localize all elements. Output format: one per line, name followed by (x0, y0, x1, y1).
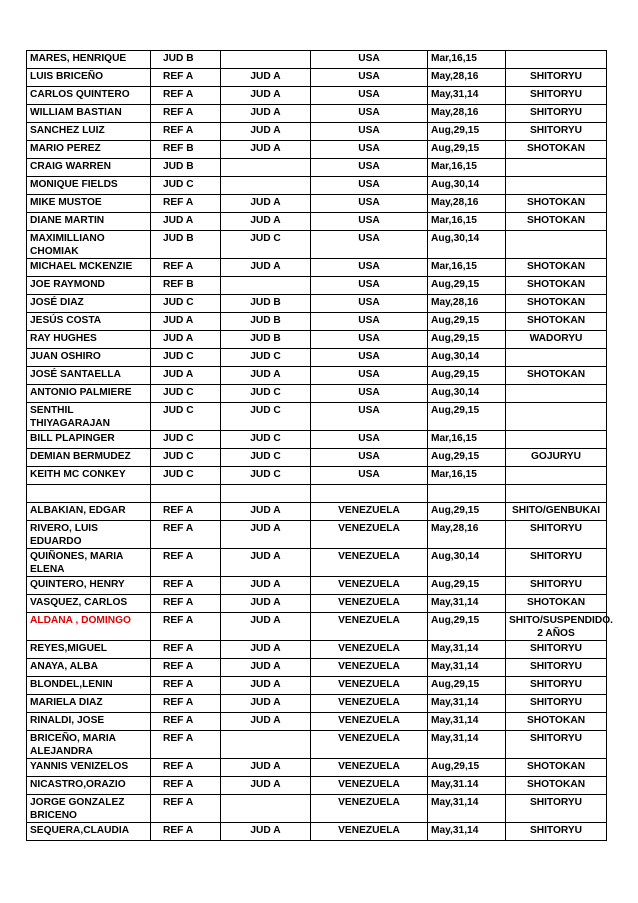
referee-rank-cell: REF B (151, 141, 221, 159)
date-cell: May,31,14 (428, 641, 506, 659)
style-cell: SHITORYU (506, 641, 607, 659)
date-cell: Aug,30,14 (428, 231, 506, 259)
style-cell (506, 467, 607, 485)
table-row (27, 123, 607, 141)
referee-rank-cell: JUD A (151, 213, 221, 231)
referee-rank-cell: JUD C (151, 349, 221, 367)
name-cell: SANCHEZ LUIZ (27, 123, 151, 141)
country-cell: USA (311, 177, 428, 195)
country-cell: VENEZUELA (311, 613, 428, 641)
name-cell: JORGE GONZALEZ BRICENO (27, 795, 151, 823)
referee-rank-cell: JUD C (151, 385, 221, 403)
country-cell: VENEZUELA (311, 795, 428, 823)
country-cell: USA (311, 259, 428, 277)
style-cell (506, 385, 607, 403)
judge-rank-cell: JUD A (221, 123, 311, 141)
judge-rank-cell: JUD A (221, 659, 311, 677)
date-cell: Mar,16,15 (428, 213, 506, 231)
judge-rank-cell (221, 51, 311, 69)
style-cell: SHITORYU (506, 659, 607, 677)
name-cell: LUIS BRICEÑO (27, 69, 151, 87)
name-cell: MONIQUE FIELDS (27, 177, 151, 195)
table-row (27, 713, 607, 731)
table-row (27, 51, 607, 69)
referee-rank-cell: JUD A (151, 367, 221, 385)
table-row (27, 385, 607, 403)
country-cell: VENEZUELA (311, 823, 428, 841)
name-cell: RAY HUGHES (27, 331, 151, 349)
name-cell: BILL PLAPINGER (27, 431, 151, 449)
judge-rank-cell (221, 177, 311, 195)
judge-rank-cell: JUD A (221, 549, 311, 577)
referee-rank-cell: JUD C (151, 467, 221, 485)
referee-rank-cell: REF A (151, 641, 221, 659)
country-cell: USA (311, 313, 428, 331)
style-cell: SHITORYU (506, 731, 607, 759)
spacer-row (27, 485, 607, 503)
country-cell: USA (311, 195, 428, 213)
name-cell: JOSÉ SANTAELLA (27, 367, 151, 385)
date-cell (428, 485, 506, 503)
style-cell (506, 51, 607, 69)
judge-rank-cell (221, 159, 311, 177)
country-cell: VENEZUELA (311, 731, 428, 759)
style-cell: SHITO/GENBUKAI (506, 503, 607, 521)
judge-rank-cell: JUD A (221, 213, 311, 231)
name-cell: MARIO PEREZ (27, 141, 151, 159)
table-row (27, 331, 607, 349)
style-cell (506, 485, 607, 503)
name-cell: REYES,MIGUEL (27, 641, 151, 659)
date-cell: Aug,30,14 (428, 177, 506, 195)
country-cell: USA (311, 69, 428, 87)
name-cell: VASQUEZ, CARLOS (27, 595, 151, 613)
style-cell: SHITORYU (506, 69, 607, 87)
officials-table-body (27, 51, 613, 841)
referee-rank-cell (151, 485, 221, 503)
name-cell: CRAIG WARREN (27, 159, 151, 177)
date-cell: May,31,14 (428, 823, 506, 841)
date-cell: Aug,29,15 (428, 277, 506, 295)
date-cell: Aug,30,14 (428, 385, 506, 403)
date-cell: Mar,16,15 (428, 467, 506, 485)
name-cell: RINALDI, JOSE (27, 713, 151, 731)
country-cell: USA (311, 349, 428, 367)
style-cell (506, 403, 607, 431)
judge-rank-cell: JUD A (221, 713, 311, 731)
table-row (27, 521, 607, 549)
judge-rank-cell: JUD A (221, 503, 311, 521)
date-cell: May,31,14 (428, 713, 506, 731)
date-cell: Aug,29,15 (428, 123, 506, 141)
judge-rank-cell: JUD A (221, 141, 311, 159)
judge-rank-cell (221, 485, 311, 503)
referee-rank-cell: REF A (151, 595, 221, 613)
name-cell: SENTHIL THIYAGARAJAN (27, 403, 151, 431)
table-row (27, 795, 607, 823)
style-cell: SHOTOKAN (506, 141, 607, 159)
style-cell: SHITORYU (506, 695, 607, 713)
table-row (27, 259, 607, 277)
country-cell: USA (311, 51, 428, 69)
table-row (27, 823, 607, 841)
country-cell: USA (311, 367, 428, 385)
name-cell: SEQUERA,CLAUDIA (27, 823, 151, 841)
name-cell: MARIELA DIAZ (27, 695, 151, 713)
country-cell: USA (311, 231, 428, 259)
judge-rank-cell: JUD C (221, 431, 311, 449)
judge-rank-cell: JUD A (221, 641, 311, 659)
judge-rank-cell (221, 277, 311, 295)
judge-rank-cell: JUD A (221, 759, 311, 777)
date-cell: May,31,14 (428, 731, 506, 759)
name-cell: ANTONIO PALMIERE (27, 385, 151, 403)
date-cell: Aug,29,15 (428, 677, 506, 695)
referee-rank-cell: JUD C (151, 449, 221, 467)
date-cell: Mar,16,15 (428, 51, 506, 69)
date-cell: May,28,16 (428, 521, 506, 549)
country-cell: USA (311, 123, 428, 141)
table-row (27, 213, 607, 231)
name-cell: NICASTRO,ORAZIO (27, 777, 151, 795)
table-row (27, 277, 607, 295)
referee-rank-cell: REF A (151, 521, 221, 549)
judge-rank-cell: JUD A (221, 195, 311, 213)
name-cell: BRICEÑO, MARIA ALEJANDRA (27, 731, 151, 759)
referee-rank-cell: REF A (151, 695, 221, 713)
table-row (27, 349, 607, 367)
style-cell: GOJURYU (506, 449, 607, 467)
referee-rank-cell: REF A (151, 713, 221, 731)
referee-rank-cell: JUD C (151, 403, 221, 431)
date-cell: May,28,16 (428, 195, 506, 213)
table-row (27, 577, 607, 595)
name-cell: JOE RAYMOND (27, 277, 151, 295)
referee-rank-cell: REF A (151, 659, 221, 677)
style-cell: SHOTOKAN (506, 259, 607, 277)
date-cell: May,31,14 (428, 87, 506, 105)
referee-rank-cell: REF A (151, 87, 221, 105)
judge-rank-cell: JUD C (221, 385, 311, 403)
judge-rank-cell: JUD A (221, 367, 311, 385)
date-cell: Aug,29,15 (428, 613, 506, 641)
country-cell: VENEZUELA (311, 521, 428, 549)
judge-rank-cell: JUD A (221, 69, 311, 87)
referee-rank-cell: REF A (151, 69, 221, 87)
style-cell (506, 431, 607, 449)
style-cell: SHOTOKAN (506, 713, 607, 731)
style-cell: SHITORYU (506, 87, 607, 105)
date-cell: Mar,16,15 (428, 431, 506, 449)
country-cell: USA (311, 87, 428, 105)
date-cell: Aug,29,15 (428, 367, 506, 385)
country-cell: USA (311, 105, 428, 123)
judge-rank-cell: JUD B (221, 313, 311, 331)
table-row (27, 431, 607, 449)
referee-rank-cell: JUD B (151, 159, 221, 177)
name-cell: JESÚS COSTA (27, 313, 151, 331)
name-cell: DEMIAN BERMUDEZ (27, 449, 151, 467)
judge-rank-cell (221, 731, 311, 759)
referee-rank-cell: REF A (151, 613, 221, 641)
name-cell: ALBAKIAN, EDGAR (27, 503, 151, 521)
table-row (27, 449, 607, 467)
style-cell: SHITORYU (506, 123, 607, 141)
judge-rank-cell: JUD A (221, 823, 311, 841)
name-cell (27, 485, 151, 503)
style-cell: SHOTOKAN (506, 313, 607, 331)
style-cell: SHITORYU (506, 521, 607, 549)
officials-table (26, 50, 613, 841)
date-cell: May,31.14 (428, 777, 506, 795)
country-cell: USA (311, 385, 428, 403)
country-cell: USA (311, 331, 428, 349)
style-cell: SHITORYU (506, 823, 607, 841)
country-cell: USA (311, 431, 428, 449)
style-cell: SHITORYU (506, 677, 607, 695)
table-row (27, 69, 607, 87)
referee-rank-cell: REF A (151, 259, 221, 277)
judge-rank-cell: JUD C (221, 467, 311, 485)
table-row (27, 295, 607, 313)
table-row (27, 677, 607, 695)
country-cell: USA (311, 141, 428, 159)
referee-rank-cell: REF A (151, 549, 221, 577)
style-cell: SHITO/SUSPENDIDO. 2 AÑOS (506, 613, 607, 641)
table-row (27, 403, 607, 431)
date-cell: Aug,29,15 (428, 503, 506, 521)
name-cell: BLONDEL,LENIN (27, 677, 151, 695)
name-cell: KEITH MC CONKEY (27, 467, 151, 485)
referee-rank-cell: REF A (151, 123, 221, 141)
country-cell: VENEZUELA (311, 713, 428, 731)
referee-rank-cell: REF A (151, 777, 221, 795)
date-cell: Aug,29,15 (428, 403, 506, 431)
style-cell: SHOTOKAN (506, 777, 607, 795)
country-cell: USA (311, 159, 428, 177)
date-cell: May,31,14 (428, 659, 506, 677)
table-row (27, 141, 607, 159)
style-cell: SHITORYU (506, 577, 607, 595)
referee-rank-cell: REF A (151, 759, 221, 777)
date-cell: Aug,29,15 (428, 449, 506, 467)
table-row (27, 641, 607, 659)
referee-rank-cell: JUD B (151, 51, 221, 69)
judge-rank-cell (221, 795, 311, 823)
country-cell: VENEZUELA (311, 777, 428, 795)
referee-rank-cell: REF A (151, 577, 221, 595)
country-cell (311, 485, 428, 503)
table-row (27, 549, 607, 577)
referee-rank-cell: JUD B (151, 231, 221, 259)
referee-rank-cell: JUD C (151, 431, 221, 449)
table-row (27, 231, 607, 259)
officials-sheet (26, 50, 613, 841)
table-row (27, 759, 607, 777)
style-cell (506, 159, 607, 177)
country-cell: VENEZUELA (311, 677, 428, 695)
country-cell: VENEZUELA (311, 577, 428, 595)
country-cell: USA (311, 213, 428, 231)
style-cell (506, 349, 607, 367)
country-cell: USA (311, 467, 428, 485)
judge-rank-cell: JUD A (221, 777, 311, 795)
style-cell: SHOTOKAN (506, 295, 607, 313)
name-cell: JUAN OSHIRO (27, 349, 151, 367)
table-row (27, 659, 607, 677)
country-cell: VENEZUELA (311, 659, 428, 677)
name-cell: WILLIAM BASTIAN (27, 105, 151, 123)
date-cell: Aug,29,15 (428, 141, 506, 159)
country-cell: VENEZUELA (311, 759, 428, 777)
name-cell: JOSÉ DIAZ (27, 295, 151, 313)
table-row (27, 105, 607, 123)
name-cell: YANNIS VENIZELOS (27, 759, 151, 777)
table-row (27, 595, 607, 613)
date-cell: May,31,14 (428, 795, 506, 823)
table-row (27, 159, 607, 177)
judge-rank-cell: JUD A (221, 595, 311, 613)
judge-rank-cell: JUD B (221, 295, 311, 313)
judge-rank-cell: JUD A (221, 677, 311, 695)
style-cell: SHOTOKAN (506, 595, 607, 613)
judge-rank-cell: JUD A (221, 521, 311, 549)
date-cell: Aug,29,15 (428, 313, 506, 331)
table-row (27, 367, 607, 385)
judge-rank-cell: JUD C (221, 449, 311, 467)
table-row (27, 777, 607, 795)
table-row (27, 87, 607, 105)
style-cell: SHITORYU (506, 105, 607, 123)
referee-rank-cell: REF A (151, 795, 221, 823)
judge-rank-cell: JUD C (221, 231, 311, 259)
style-cell (506, 231, 607, 259)
date-cell: Aug,30,14 (428, 549, 506, 577)
date-cell: Aug,30,14 (428, 349, 506, 367)
style-cell: SHOTOKAN (506, 213, 607, 231)
referee-rank-cell: REF A (151, 823, 221, 841)
date-cell: May,31,14 (428, 595, 506, 613)
country-cell: USA (311, 449, 428, 467)
country-cell: USA (311, 277, 428, 295)
country-cell: VENEZUELA (311, 641, 428, 659)
table-row (27, 195, 607, 213)
referee-rank-cell: REF A (151, 105, 221, 123)
date-cell: Aug,29,15 (428, 331, 506, 349)
table-row (27, 177, 607, 195)
referee-rank-cell: REF A (151, 195, 221, 213)
table-row (27, 731, 607, 759)
date-cell: Mar,16,15 (428, 159, 506, 177)
date-cell: Aug,29,15 (428, 577, 506, 595)
style-cell: SHOTOKAN (506, 277, 607, 295)
judge-rank-cell: JUD A (221, 87, 311, 105)
judge-rank-cell: JUD C (221, 403, 311, 431)
name-cell: CARLOS QUINTERO (27, 87, 151, 105)
style-cell (506, 177, 607, 195)
name-cell: ANAYA, ALBA (27, 659, 151, 677)
referee-rank-cell: JUD C (151, 295, 221, 313)
table-row (27, 613, 607, 641)
table-row (27, 503, 607, 521)
country-cell: USA (311, 403, 428, 431)
referee-rank-cell: JUD A (151, 331, 221, 349)
style-cell: WADORYU (506, 331, 607, 349)
name-cell: MAXIMILLIANO CHOMIAK (27, 231, 151, 259)
referee-rank-cell: REF A (151, 731, 221, 759)
country-cell: VENEZUELA (311, 695, 428, 713)
referee-rank-cell: REF A (151, 503, 221, 521)
country-cell: VENEZUELA (311, 549, 428, 577)
date-cell: May,28,16 (428, 105, 506, 123)
referee-rank-cell: JUD A (151, 313, 221, 331)
judge-rank-cell: JUD A (221, 695, 311, 713)
judge-rank-cell: JUD B (221, 331, 311, 349)
date-cell: Aug,29,15 (428, 759, 506, 777)
name-cell: MICHAEL MCKENZIE (27, 259, 151, 277)
name-cell: QUIÑONES, MARIA ELENA (27, 549, 151, 577)
referee-rank-cell: REF B (151, 277, 221, 295)
judge-rank-cell: JUD A (221, 577, 311, 595)
name-cell: MARES, HENRIQUE (27, 51, 151, 69)
name-cell: ALDANA , DOMINGO (27, 613, 151, 641)
style-cell: SHOTOKAN (506, 759, 607, 777)
name-cell: RIVERO, LUIS EDUARDO (27, 521, 151, 549)
style-cell: SHOTOKAN (506, 367, 607, 385)
table-row (27, 467, 607, 485)
name-cell: QUINTERO, HENRY (27, 577, 151, 595)
date-cell: Mar,16,15 (428, 259, 506, 277)
name-cell: DIANE MARTIN (27, 213, 151, 231)
date-cell: May,28,16 (428, 295, 506, 313)
style-cell: SHOTOKAN (506, 195, 607, 213)
country-cell: USA (311, 295, 428, 313)
date-cell: May,31,14 (428, 695, 506, 713)
country-cell: VENEZUELA (311, 503, 428, 521)
table-row (27, 313, 607, 331)
country-cell: VENEZUELA (311, 595, 428, 613)
style-cell: SHITORYU (506, 549, 607, 577)
judge-rank-cell: JUD A (221, 613, 311, 641)
judge-rank-cell: JUD A (221, 259, 311, 277)
referee-rank-cell: REF A (151, 677, 221, 695)
table-row (27, 695, 607, 713)
style-cell: SHITORYU (506, 795, 607, 823)
name-cell: MIKE MUSTOE (27, 195, 151, 213)
judge-rank-cell: JUD C (221, 349, 311, 367)
date-cell: May,28,16 (428, 69, 506, 87)
referee-rank-cell: JUD C (151, 177, 221, 195)
judge-rank-cell: JUD A (221, 105, 311, 123)
